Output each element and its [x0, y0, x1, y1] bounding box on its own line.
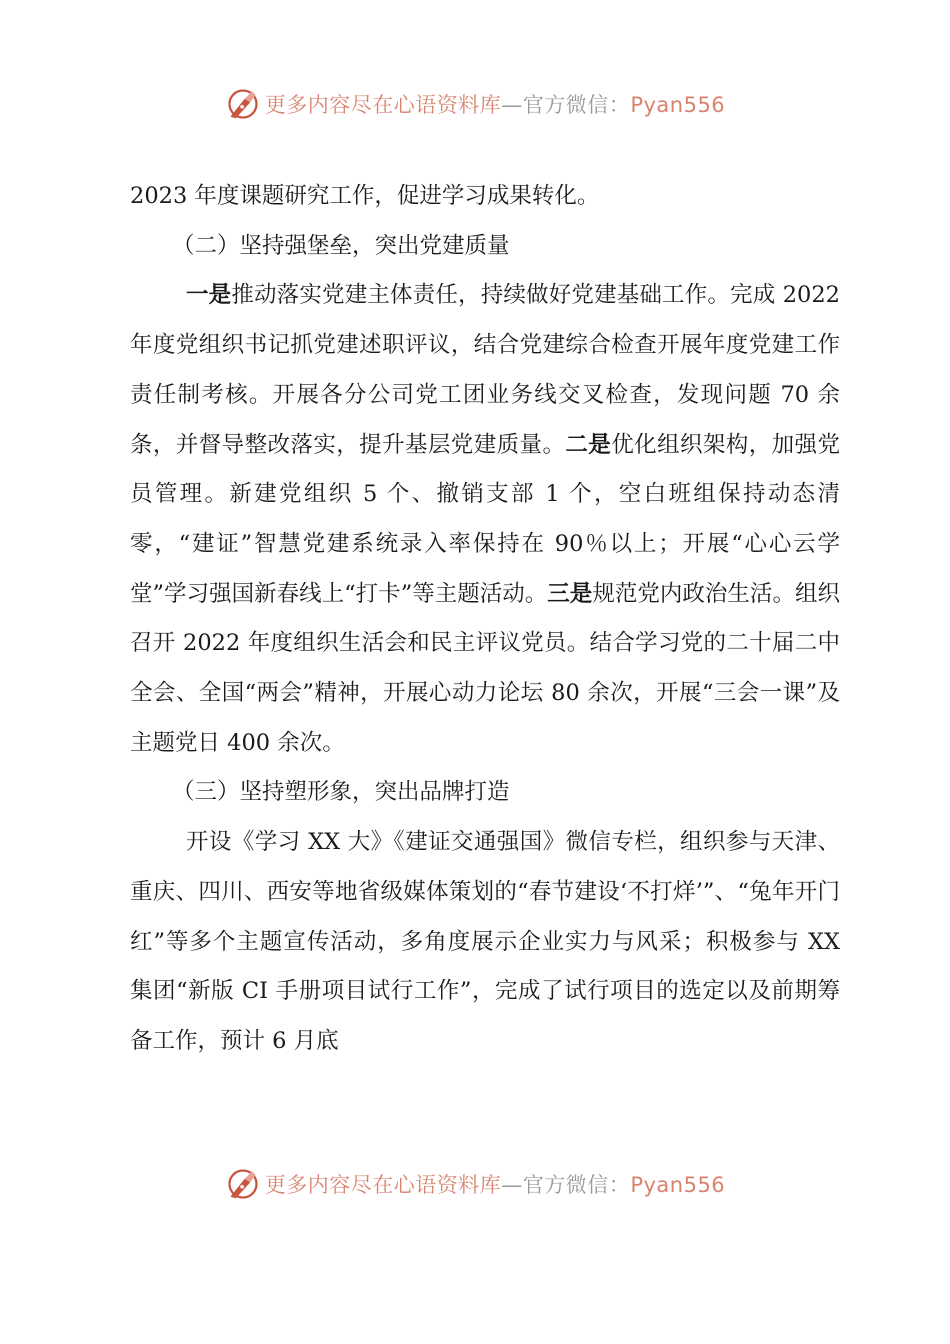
pen-nib-logo-icon [225, 86, 261, 122]
banner-part-3: Pyan556 [630, 1173, 726, 1197]
banner-part-1: 更多内容尽在心语资料库 [264, 93, 502, 117]
text-1: 推动落实党建主体责任，持续做好党建基础工作。完成 2022 年度党组织书记抓党建述职评议，结合党建综合检查开展年度党建工作责任制考核。开展各分公司党工团业务线交叉检查，发现问题 70 余条，并督导整改落实，提升基层党建质量。 [130, 282, 840, 458]
lead-2: 二是 [565, 431, 612, 458]
lead-1: 一是 [186, 282, 232, 309]
banner-part-3: Pyan556 [630, 93, 726, 117]
section-heading-2: （二）坚持强堡垒，突出党建质量 [172, 232, 510, 259]
section-heading-3: （三）坚持塑形象，突出品牌打造 [172, 779, 510, 806]
paragraph-2 [130, 271, 840, 768]
banner-part-2: —官方微信： [501, 93, 631, 117]
banner-part-2: —官方微信： [501, 1173, 631, 1197]
banner-part-1: 更多内容尽在心语资料库 [264, 1173, 502, 1197]
paragraph-1: 2023 年度课题研究工作，促进学习成果转化。 [130, 183, 600, 209]
header-banner [0, 82, 950, 126]
footer-banner [0, 1162, 950, 1206]
paragraph-3: 开设《学习 XX 大》《建证交通强国》微信专栏，组织参与天津、重庆、四川、西安等地省级媒体策划的“春节建设‘不打烊’”、“兔年开门红”等多个主题宣传活动，多角度展示企业实力与风采；积极参与 XX 集团“新版 CI 手册项目试行工作”，完成了试行项目的选定以及前期筹备工作，预计 6 月底 [130, 829, 840, 1054]
pen-nib-logo-icon [225, 1166, 261, 1202]
text-2: 优化组织架构，加强党员管理。新建党组织 5 个、撤销支部 1 个，空白班组保持动态清零，“建证”智慧党建系统录入率保持在 90％以上；开展“心心云学堂”学习强国新春线上“打卡”等主题活动。 [130, 431, 840, 607]
text-3: 规范党内政治生活。组织召开 2022 年度组织生活会和民主评议党员。结合学习党的二十届二中全会、全国“两会”精神，开展心动力论坛 80 余次，开展“三会一课”及主题党日 400 余次。 [130, 580, 840, 756]
banner-text [265, 1169, 725, 1199]
document-body [130, 172, 840, 1067]
banner-text [265, 89, 725, 119]
lead-3: 三是 [547, 580, 593, 607]
